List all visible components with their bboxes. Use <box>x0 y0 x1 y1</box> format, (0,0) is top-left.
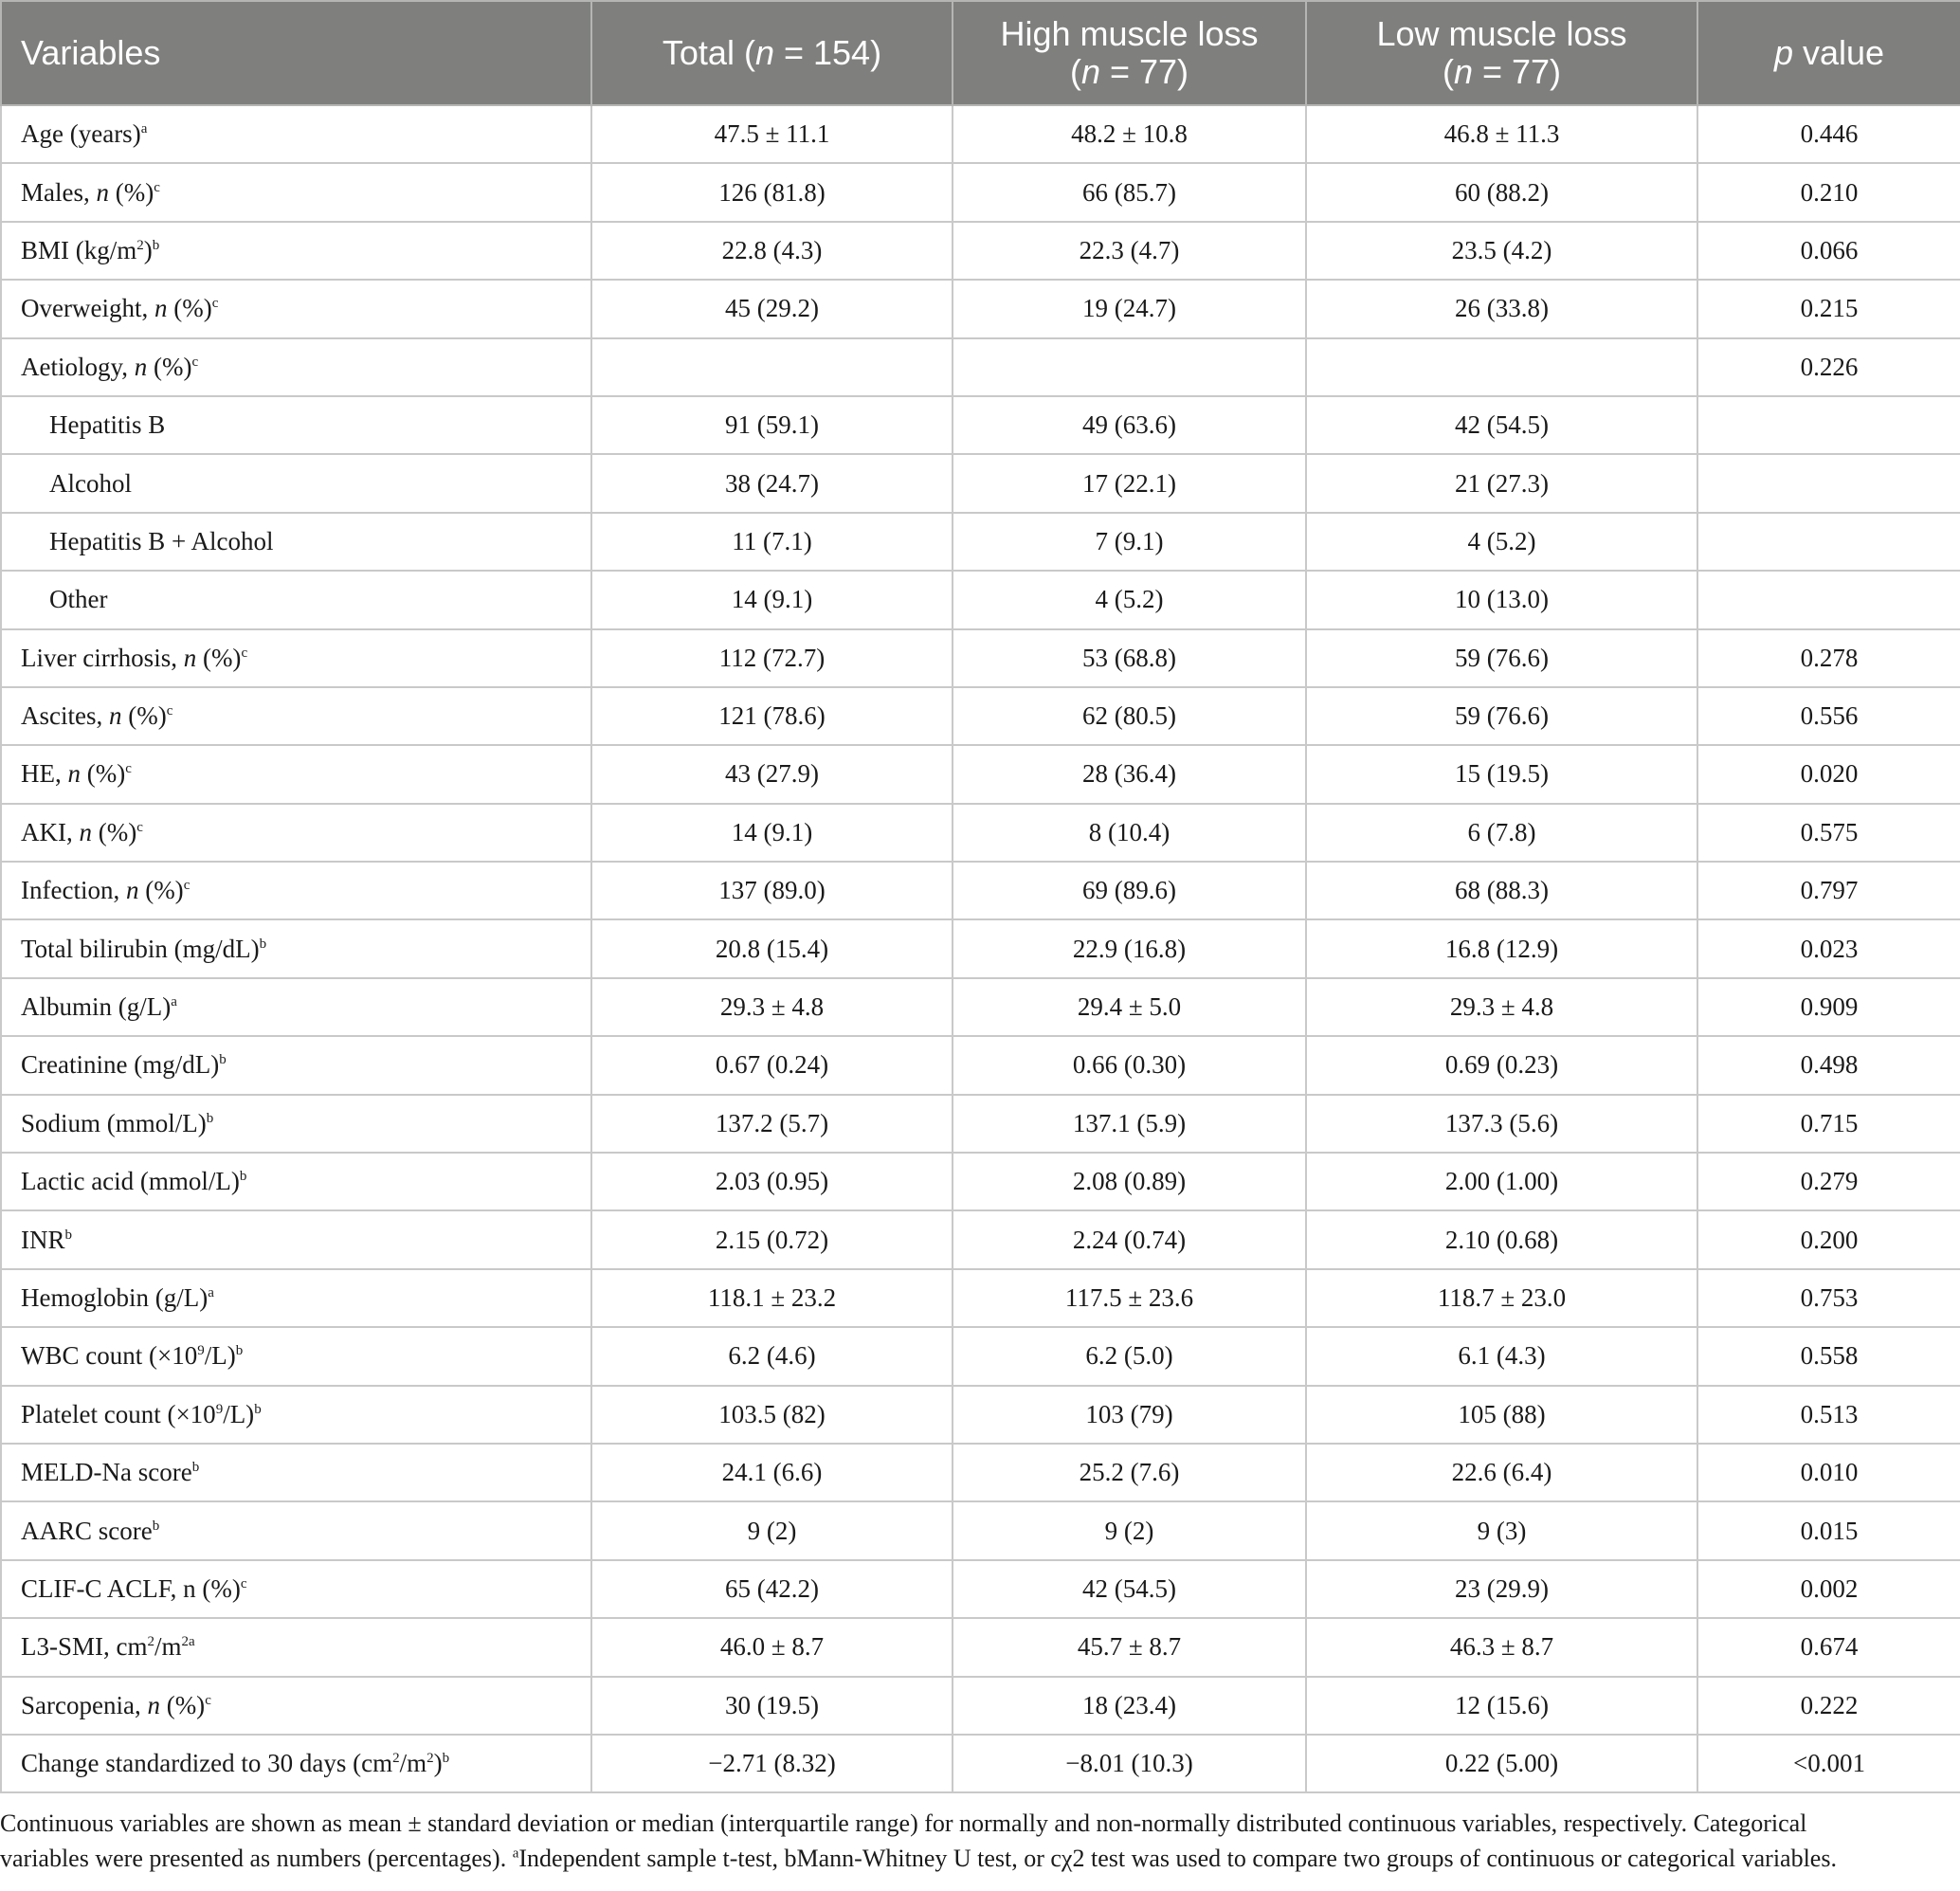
row-label: CLIF-C ACLF, n (%)$^c$ <box>1 1560 591 1618</box>
cell-high: 53 (68.8) <box>953 629 1306 687</box>
cell-low: 60 (88.2) <box>1306 163 1697 221</box>
cell-low: 22.6 (6.4) <box>1306 1444 1697 1501</box>
cell-low: 2.10 (0.68) <box>1306 1210 1697 1268</box>
row-label: BMI $(kg/m^2)^b$ <box>1 222 591 280</box>
table-row <box>1 1153 1960 1210</box>
table-row <box>1 105 1960 163</box>
cell-total: 126 (81.8) <box>591 163 953 221</box>
cell-p: 0.558 <box>1697 1327 1960 1385</box>
cell-high: 9 (2) <box>953 1501 1306 1559</box>
cell-p: 0.753 <box>1697 1269 1960 1327</box>
cell-low: 15 (19.5) <box>1306 745 1697 803</box>
cell-high: 29.4 ± 5.0 <box>953 978 1306 1036</box>
footnote-line-2: variables were presented as numbers (percentages). $^a$Independent sample t-test, bMann-Whitney U test, or cχ2 test was used to compare two groups of continuous or categorical variables. <box>0 1845 1837 1872</box>
row-label: Overweight, n (%)$^c$ <box>1 280 591 337</box>
cell-low: 12 (15.6) <box>1306 1677 1697 1735</box>
row-label: Hemoglobin $(g/L)^a$ <box>1 1269 591 1327</box>
cell-high: 4 (5.2) <box>953 571 1306 628</box>
table-row <box>1 1444 1960 1501</box>
cell-low: 4 (5.2) <box>1306 513 1697 571</box>
cell-low: 105 (88) <box>1306 1386 1697 1444</box>
row-label: INR$^b$ <box>1 1210 591 1268</box>
cell-p <box>1697 396 1960 454</box>
cell-p: 0.010 <box>1697 1444 1960 1501</box>
cell-low: 6.1 (4.3) <box>1306 1327 1697 1385</box>
cell-p: 0.066 <box>1697 222 1960 280</box>
cell-low: 0.69 (0.23) <box>1306 1036 1697 1094</box>
cell-total: 0.67 (0.24) <box>591 1036 953 1094</box>
cell-p <box>1697 454 1960 512</box>
cell-total: 46.0 ± 8.7 <box>591 1618 953 1676</box>
cell-high: 28 (36.4) <box>953 745 1306 803</box>
row-label: Creatinine $(mg/dL)^b$ <box>1 1036 591 1094</box>
table-row <box>1 629 1960 687</box>
row-label: AKI, n (%)$^c$ <box>1 804 591 862</box>
cell-p: 0.575 <box>1697 804 1960 862</box>
table-row <box>1 919 1960 977</box>
cell-total: 20.8 (15.4) <box>591 919 953 977</box>
cell-p: 0.909 <box>1697 978 1960 1036</box>
table-row <box>1 1386 1960 1444</box>
cell-p: 0.797 <box>1697 862 1960 919</box>
row-label: Hepatitis B + Alcohol <box>1 513 591 571</box>
cell-low: 9 (3) <box>1306 1501 1697 1559</box>
cell-high: 6.2 (5.0) <box>953 1327 1306 1385</box>
cell-high: 8 (10.4) <box>953 804 1306 862</box>
row-label: Hepatitis B <box>1 396 591 454</box>
header-low-muscle-loss: Low muscle loss (n = 77) <box>1306 1 1697 105</box>
cell-high: 103 (79) <box>953 1386 1306 1444</box>
cell-low: 42 (54.5) <box>1306 396 1697 454</box>
cell-low: 29.3 ± 4.8 <box>1306 978 1697 1036</box>
cell-high: −8.01 (10.3) <box>953 1735 1306 1792</box>
cell-total: 24.1 (6.6) <box>591 1444 953 1501</box>
table-row <box>1 1677 1960 1735</box>
cell-total: 121 (78.6) <box>591 687 953 745</box>
cell-p <box>1697 571 1960 628</box>
cell-total: 29.3 ± 4.8 <box>591 978 953 1036</box>
cell-low: 118.7 ± 23.0 <box>1306 1269 1697 1327</box>
cell-low: 2.00 (1.00) <box>1306 1153 1697 1210</box>
table-row <box>1 338 1960 396</box>
cell-total: 22.8 (4.3) <box>591 222 953 280</box>
row-label: Aetiology, n (%)$^c$ <box>1 338 591 396</box>
cell-total: −2.71 (8.32) <box>591 1735 953 1792</box>
row-label: Platelet count $(\times 10^9/L)^b$ <box>1 1386 591 1444</box>
row-label: Alcohol <box>1 454 591 512</box>
cell-total: 11 (7.1) <box>591 513 953 571</box>
row-label: HE, n (%)$^c$ <box>1 745 591 803</box>
table-row <box>1 687 1960 745</box>
table-row <box>1 1210 1960 1268</box>
table-row <box>1 978 1960 1036</box>
cell-high <box>953 338 1306 396</box>
table-row <box>1 1327 1960 1385</box>
cell-total: 14 (9.1) <box>591 571 953 628</box>
cell-p: 0.215 <box>1697 280 1960 337</box>
table-row <box>1 1501 1960 1559</box>
cell-total: 14 (9.1) <box>591 804 953 862</box>
cell-high: 66 (85.7) <box>953 163 1306 221</box>
cell-p: 0.222 <box>1697 1677 1960 1735</box>
cell-high: 2.24 (0.74) <box>953 1210 1306 1268</box>
cell-high: 7 (9.1) <box>953 513 1306 571</box>
cell-high: 19 (24.7) <box>953 280 1306 337</box>
row-label: AARC score$^b$ <box>1 1501 591 1559</box>
cell-total: 9 (2) <box>591 1501 953 1559</box>
cell-low: 59 (76.6) <box>1306 687 1697 745</box>
cell-p: 0.023 <box>1697 919 1960 977</box>
row-label: MELD-Na score$^b$ <box>1 1444 591 1501</box>
cell-high: 45.7 ± 8.7 <box>953 1618 1306 1676</box>
cell-p: 0.513 <box>1697 1386 1960 1444</box>
row-label: Albumin $(g/L)^a$ <box>1 978 591 1036</box>
header-total: Total (n = 154) <box>591 1 953 105</box>
cell-high: 42 (54.5) <box>953 1560 1306 1618</box>
row-label: Ascites, n (%)$^c$ <box>1 687 591 745</box>
table-row <box>1 280 1960 337</box>
cell-high: 22.3 (4.7) <box>953 222 1306 280</box>
table-row <box>1 513 1960 571</box>
cell-p: 0.674 <box>1697 1618 1960 1676</box>
table-row <box>1 396 1960 454</box>
cell-p: 0.210 <box>1697 163 1960 221</box>
row-label: WBC count $(\times 10^9/L)^b$ <box>1 1327 591 1385</box>
table-header <box>1 1 1960 105</box>
cell-total <box>591 338 953 396</box>
cell-p: 0.279 <box>1697 1153 1960 1210</box>
cell-high: 69 (89.6) <box>953 862 1306 919</box>
row-label: Sarcopenia, n (%)$^c$ <box>1 1677 591 1735</box>
row-label: Change standardized to 30 days $(cm^2/m^2)^b$ <box>1 1735 591 1792</box>
cell-high: 49 (63.6) <box>953 396 1306 454</box>
cell-high: 62 (80.5) <box>953 687 1306 745</box>
cell-high: 22.9 (16.8) <box>953 919 1306 977</box>
cell-low: 23.5 (4.2) <box>1306 222 1697 280</box>
table-row <box>1 1618 1960 1676</box>
cell-low: 21 (27.3) <box>1306 454 1697 512</box>
row-label: Males, n (%)$^c$ <box>1 163 591 221</box>
cell-low: 16.8 (12.9) <box>1306 919 1697 977</box>
header-row <box>1 1 1960 105</box>
table-row <box>1 804 1960 862</box>
row-label: Total bilirubin $(mg/dL)^b$ <box>1 919 591 977</box>
cell-low: 46.3 ± 8.7 <box>1306 1618 1697 1676</box>
header-high-muscle-loss: High muscle loss (n = 77) <box>953 1 1306 105</box>
table-body <box>1 105 1960 1792</box>
row-label: Sodium (mmol/L)$^b$ <box>1 1095 591 1153</box>
cell-p: 0.446 <box>1697 105 1960 163</box>
cell-total: 137 (89.0) <box>591 862 953 919</box>
row-label: Other <box>1 571 591 628</box>
table-row <box>1 1560 1960 1618</box>
footnote-line-1: Continuous variables are shown as mean ± standard deviation or median (interquartile range) for normally and non-normally distributed continuous variables, respectively. Categorical <box>0 1809 1807 1837</box>
table-row <box>1 163 1960 221</box>
cell-p: 0.498 <box>1697 1036 1960 1094</box>
cell-high: 48.2 ± 10.8 <box>953 105 1306 163</box>
cell-p: 0.002 <box>1697 1560 1960 1618</box>
cell-p: 0.200 <box>1697 1210 1960 1268</box>
cell-low: 6 (7.8) <box>1306 804 1697 862</box>
table-row <box>1 1269 1960 1327</box>
cell-high: 0.66 (0.30) <box>953 1036 1306 1094</box>
cell-p: 0.278 <box>1697 629 1960 687</box>
cell-total: 6.2 (4.6) <box>591 1327 953 1385</box>
cell-total: 118.1 ± 23.2 <box>591 1269 953 1327</box>
table-row <box>1 222 1960 280</box>
cell-total: 43 (27.9) <box>591 745 953 803</box>
table-row <box>1 745 1960 803</box>
table-row <box>1 454 1960 512</box>
cell-total: 103.5 (82) <box>591 1386 953 1444</box>
cell-total: 47.5 ± 11.1 <box>591 105 953 163</box>
cell-low: 68 (88.3) <box>1306 862 1697 919</box>
cell-total: 112 (72.7) <box>591 629 953 687</box>
cell-low: 59 (76.6) <box>1306 629 1697 687</box>
table-footnote <box>0 1806 1960 1876</box>
table-row <box>1 571 1960 628</box>
cell-high: 137.1 (5.9) <box>953 1095 1306 1153</box>
cell-total: 65 (42.2) <box>591 1560 953 1618</box>
row-label: Liver cirrhosis, n (%)$^c$ <box>1 629 591 687</box>
cell-p: 0.020 <box>1697 745 1960 803</box>
cell-high: 25.2 (7.6) <box>953 1444 1306 1501</box>
cell-high: 17 (22.1) <box>953 454 1306 512</box>
cell-low: 23 (29.9) <box>1306 1560 1697 1618</box>
cell-total: 2.03 (0.95) <box>591 1153 953 1210</box>
cell-p: 0.556 <box>1697 687 1960 745</box>
table-row <box>1 1735 1960 1792</box>
row-label: Lactic acid (mmol/L)$^b$ <box>1 1153 591 1210</box>
cell-low: 26 (33.8) <box>1306 280 1697 337</box>
cell-p: 0.015 <box>1697 1501 1960 1559</box>
cell-p <box>1697 513 1960 571</box>
cell-total: 91 (59.1) <box>591 396 953 454</box>
cell-high: 117.5 ± 23.6 <box>953 1269 1306 1327</box>
cell-low: 46.8 ± 11.3 <box>1306 105 1697 163</box>
cell-low <box>1306 338 1697 396</box>
cell-low: 137.3 (5.6) <box>1306 1095 1697 1153</box>
cell-total: 137.2 (5.7) <box>591 1095 953 1153</box>
cell-total: 38 (24.7) <box>591 454 953 512</box>
cell-total: 45 (29.2) <box>591 280 953 337</box>
cell-low: 10 (13.0) <box>1306 571 1697 628</box>
row-label: Age (years)$^a$ <box>1 105 591 163</box>
table-row <box>1 1095 1960 1153</box>
table-row <box>1 1036 1960 1094</box>
header-p-value: p value <box>1697 1 1960 105</box>
cell-total: 2.15 (0.72) <box>591 1210 953 1268</box>
cell-p: 0.715 <box>1697 1095 1960 1153</box>
cell-high: 2.08 (0.89) <box>953 1153 1306 1210</box>
row-label: L3-SMI, $cm^2/m^{2a}$ <box>1 1618 591 1676</box>
cell-p: 0.226 <box>1697 338 1960 396</box>
row-label: Infection, n (%)$^c$ <box>1 862 591 919</box>
cell-high: 18 (23.4) <box>953 1677 1306 1735</box>
table-row <box>1 862 1960 919</box>
cell-low: 0.22 (5.00) <box>1306 1735 1697 1792</box>
header-variables: Variables <box>1 1 591 105</box>
cell-p: <0.001 <box>1697 1735 1960 1792</box>
cell-total: 30 (19.5) <box>591 1677 953 1735</box>
